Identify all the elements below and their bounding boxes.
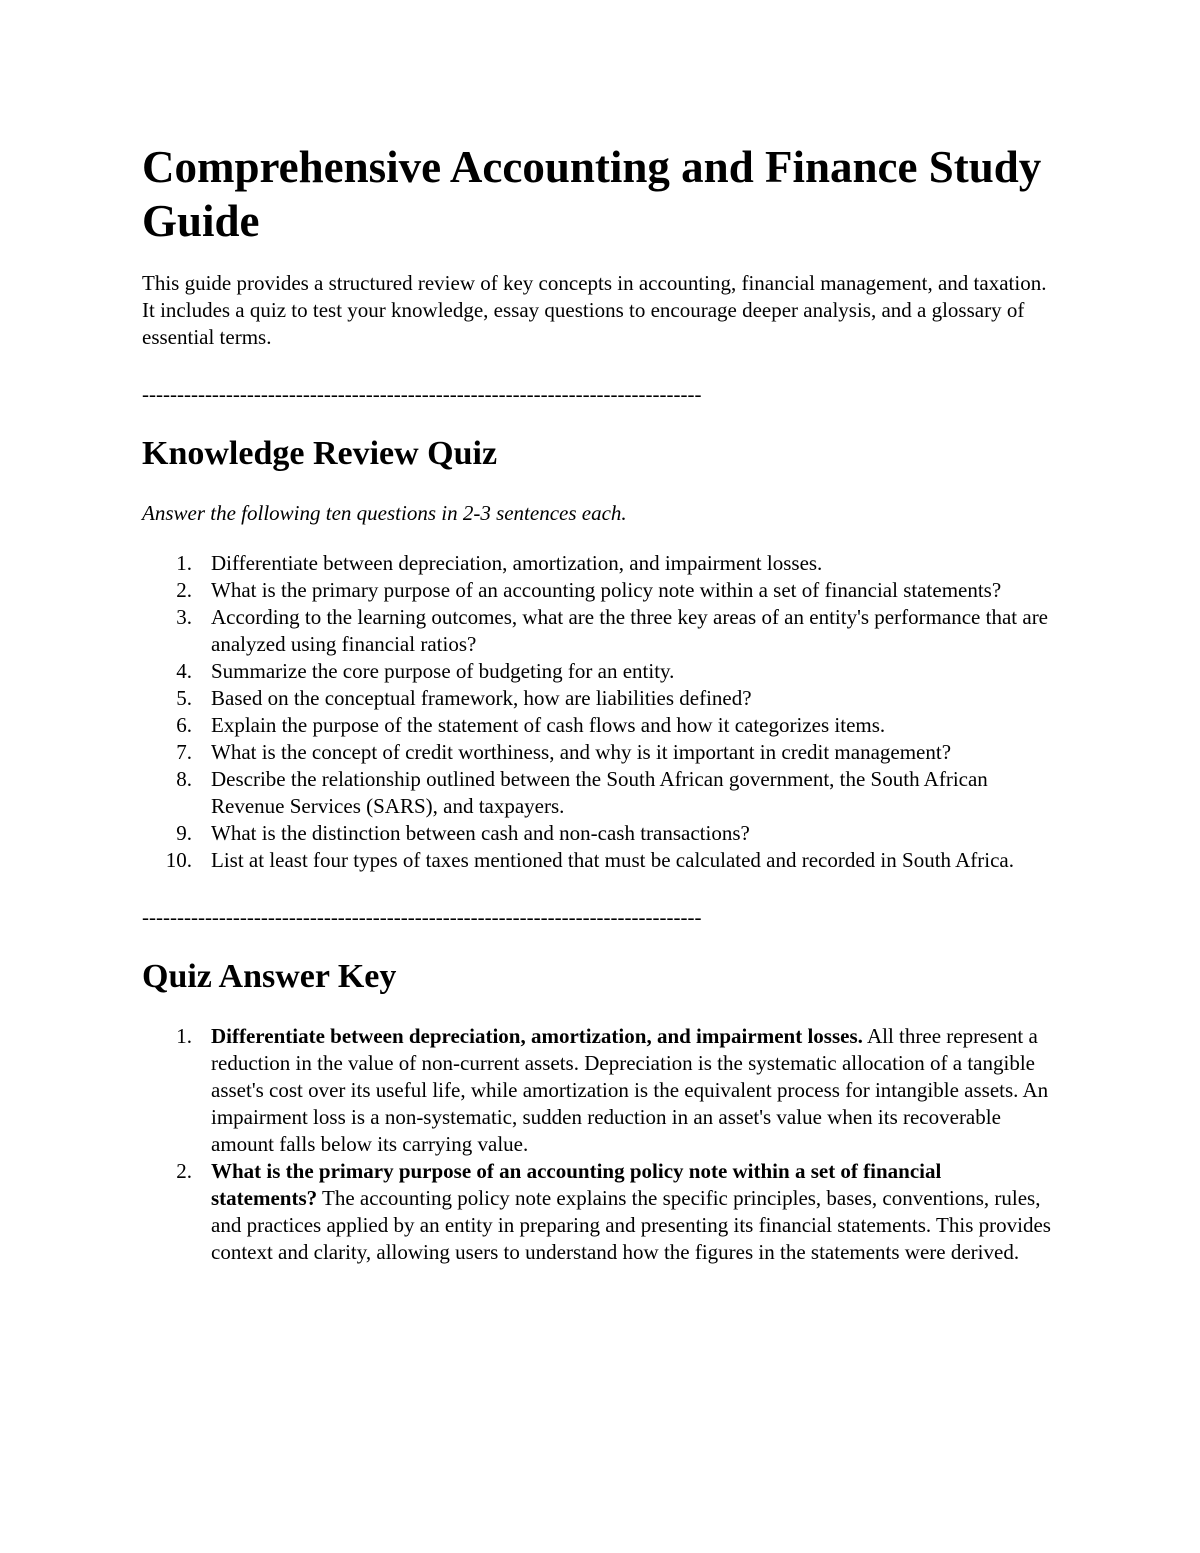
answer-question: What is the primary purpose of an accounting policy note within a set of financial statements? xyxy=(211,1159,942,1210)
answer-list xyxy=(142,1023,1052,1266)
quiz-question xyxy=(142,658,1052,685)
question-text: Explain the purpose of the statement of cash flows and how it categorizes items. xyxy=(211,713,886,737)
question-number: 6. xyxy=(176,713,192,737)
answer-question: Differentiate between depreciation, amortization, and impairment losses. xyxy=(211,1024,863,1048)
question-text: What is the distinction between cash and non-cash transactions? xyxy=(211,821,750,845)
answer-item xyxy=(142,1023,1052,1158)
quiz-question-list xyxy=(142,550,1052,874)
answer-text: The accounting policy note explains the specific principles, bases, conventions, rules, and practices applied by an entity in preparing and presenting its financial statements. This provides context and clarity, allowing users to understand how the figures in the statements were derived. xyxy=(211,1186,1051,1264)
question-text: According to the learning outcomes, what are the three key areas of an entity's performance that are analyzed using financial ratios? xyxy=(211,605,1049,656)
quiz-question xyxy=(142,604,1052,658)
question-number: 1. xyxy=(176,551,192,575)
quiz-instructions: Answer the following ten questions in 2-3 sentences each. xyxy=(142,501,627,525)
question-text: What is the primary purpose of an accounting policy note within a set of financial statements? xyxy=(211,578,1002,602)
quiz-question xyxy=(142,577,1052,604)
question-number: 3. xyxy=(176,605,192,629)
section-divider: -------------------------------------------------------------------------------- xyxy=(142,905,702,929)
quiz-question xyxy=(142,820,1052,847)
question-text: What is the concept of credit worthiness, and why is it important in credit management? xyxy=(211,740,952,764)
answer-key-heading: Quiz Answer Key xyxy=(142,958,397,995)
quiz-heading: Knowledge Review Quiz xyxy=(142,435,498,472)
answer-text: All three represent a reduction in the value of non-current assets. Depreciation is the systematic allocation of a tangible asset's cost over its useful life, while amortization is the equivalent process for intangible assets. An impairment loss is a non-systematic, sudden reduction in an asset's value when its recoverable amount falls below its carrying value. xyxy=(211,1024,1049,1156)
quiz-question xyxy=(142,739,1052,766)
quiz-question xyxy=(142,847,1052,874)
question-text: List at least four types of taxes mentioned that must be calculated and recorded in South Africa. xyxy=(211,848,1015,872)
document-title: Comprehensive Accounting and Finance Study Guide xyxy=(142,142,1042,246)
question-number: 9. xyxy=(176,821,192,845)
question-number: 4. xyxy=(176,659,192,683)
section-divider: -------------------------------------------------------------------------------- xyxy=(142,382,702,406)
answer-number: 2. xyxy=(176,1159,192,1183)
question-text: Describe the relationship outlined between the South African government, the South African Revenue Services (SARS), and taxpayers. xyxy=(211,767,988,818)
quiz-question xyxy=(142,550,1052,577)
intro-paragraph: This guide provides a structured review of key concepts in accounting, financial management, and taxation. It includes a quiz to test your knowledge, essay questions to encourage deeper analysis, and a glossary of essential terms. xyxy=(142,271,1047,349)
answer-number: 1. xyxy=(176,1024,192,1048)
question-text: Summarize the core purpose of budgeting for an entity. xyxy=(211,659,675,683)
question-text: Differentiate between depreciation, amortization, and impairment losses. xyxy=(211,551,823,575)
document-page xyxy=(142,140,1052,1266)
question-number: 10. xyxy=(165,848,192,872)
quiz-question xyxy=(142,766,1052,820)
quiz-question xyxy=(142,685,1052,712)
question-number: 7. xyxy=(176,740,192,764)
question-number: 2. xyxy=(176,578,192,602)
quiz-question xyxy=(142,712,1052,739)
question-number: 5. xyxy=(176,686,192,710)
question-number: 8. xyxy=(176,767,192,791)
question-text: Based on the conceptual framework, how are liabilities defined? xyxy=(211,686,752,710)
answer-item xyxy=(142,1158,1052,1266)
